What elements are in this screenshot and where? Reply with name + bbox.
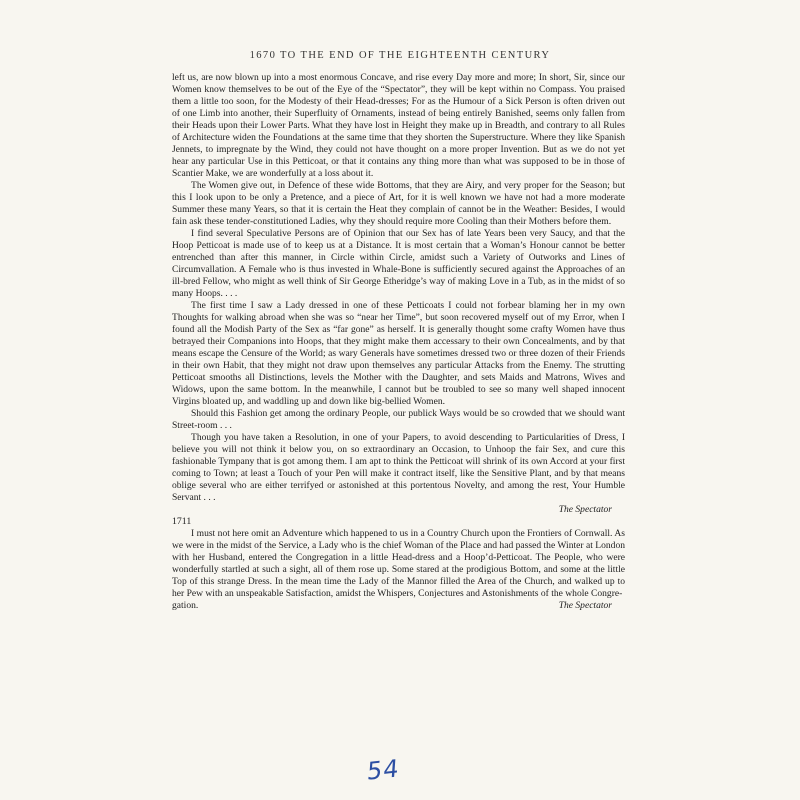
paragraph: The first time I saw a Lady dressed in one of these Petticoats I could not forbear blaming her in my own Thoughts for walking abroad when she was so “near her Time”, but soon recovered myself out of my Error, when I found all the Modish Party of the Sex as “far gone” as herself. It is generally thought some crafty Women have thus betrayed their Companions into Hoops, that they might make them accessary to their own Concealments, and by that means escape the Censure of the World; as wary Generals have sometimes dressed two or three dozen of their Friends in their own Habit, that they might not draw upon themselves any particular Attacks from the Enemy. The strutting Petticoat smooths all Distinctions, levels the Mother with the Daughter, and sets Maids and Matrons, Wives and Widows, upon the same bottom. In the meanwhile, I cannot but be troubled to see so many well shaped innocent Virgins bloated up, and waddling up and down like big-bellied Women. (172, 300, 625, 407)
paragraph: I must not here omit an Adventure which happened to us in a Country Church upon the Frontiers of Cornwall. As we were in the midst of the Service, a Lady who is the chief Woman of the Place and had passed the Winter at London with her Husband, entered the Congregation in a little Head-dress and a Hoop’d-Petticoat. The People, who were wonderfully startled at such a sight, all of them rose up. Some stared at the prodigious Bottom, and some at the little Top of this strange Dress. In the mean time the Lady of the Mannor filled the Area of the Church, and walked up to her Pew with an unspeakable Satisfaction, amidst the Whispers, Conjectures and Astonishments of the whole Congre- (172, 528, 625, 599)
paragraph: Though you have taken a Resolution, in one of your Papers, to avoid descending to Particularities of Dress, I believe you will not think it below you, on so extraordinary an Occasion, to Unhoop the fair Sex, and cure this fashionable Tympany that is got among them. I am apt to think the Petticoat will shrink of its own Accord at your first coming to Town; at least a Touch of your Pen will make it contract itself, like the Sensitive Plant, and by that means oblige several who are either terrifyed or astonished at this portentous Novelty, and among the rest, Your Humble Servant . . . (172, 432, 625, 503)
handwritten-page-number: 54 (366, 754, 401, 786)
paragraph: The Women give out, in Defence of these wide Bottoms, that they are Airy, and very proper for the Season; but this I look upon to be only a Pretence, and a piece of Art, for it is well known we have not had a more moderate Summer these many Years, so that it is certain the Heat they complain of cannot be in the Weather: Besides, I would fain ask these tender-constitutioned Ladies, why they should require more Cooling than their Mothers before them. (172, 180, 625, 227)
paragraph-last-line (172, 600, 625, 612)
paragraph: I find several Speculative Persons are of Opinion that our Sex has of late Years been very Saucy, and that the Hoop Petticoat is made use of to keep us at a Distance. It is most certain that a Woman’s Honour cannot be better entrenched than after this manner, in Circle within Circle, amidst such a Variety of Outworks and Lines of Circumvallation. A Female who is thus invested in Whale-Bone is sufficiently secured against the Approaches of an ill-bred Fellow, who might as well think of Sir George Etheridge’s way of making Love in a Tub, as in the midst of so many Hoops. . . . (172, 228, 625, 299)
attribution: The Spectator (558, 504, 612, 515)
paragraph: Should this Fashion get among the ordinary People, our publick Ways would be so crowded that we should want Street-room . . . (172, 408, 625, 431)
running-head: 1670 TO THE END OF THE EIGHTEENTH CENTURY (249, 50, 551, 61)
paragraph-tail: gation. (172, 600, 199, 611)
paragraph: left us, are now blown up into a most enormous Concave, and rise every Day more and more; In short, Sir, since our Women know themselves to be out of the Eye of the “Spectator”, they will be kept within no Compass. You praised them a little too soon, for the Modesty of their Head-dresses; For as the Humour of a Sick Person is often driven out of one Limb into another, their Superfluity of Ornaments, instead of being entirely Banished, seems only fallen from their Heads upon their Lower Parts. What they have lost in Height they make up in Breadth, and contrary to all Rules of Architecture widen the Foundations at the same time that they shorten the Superstructure. Where they like Spanish Jennets, to impregnate by the Wind, they could not have thought on a more proper Invention. But as we do not yet hear any particular Use in this Petticoat, or that it contains any thing more than what was supposed to be in those of Scantier Make, we are wonderfully at a loss about it. (172, 72, 625, 179)
attribution: The Spectator (558, 600, 612, 611)
body-text (172, 72, 625, 612)
year-heading: 1711 (172, 516, 192, 527)
